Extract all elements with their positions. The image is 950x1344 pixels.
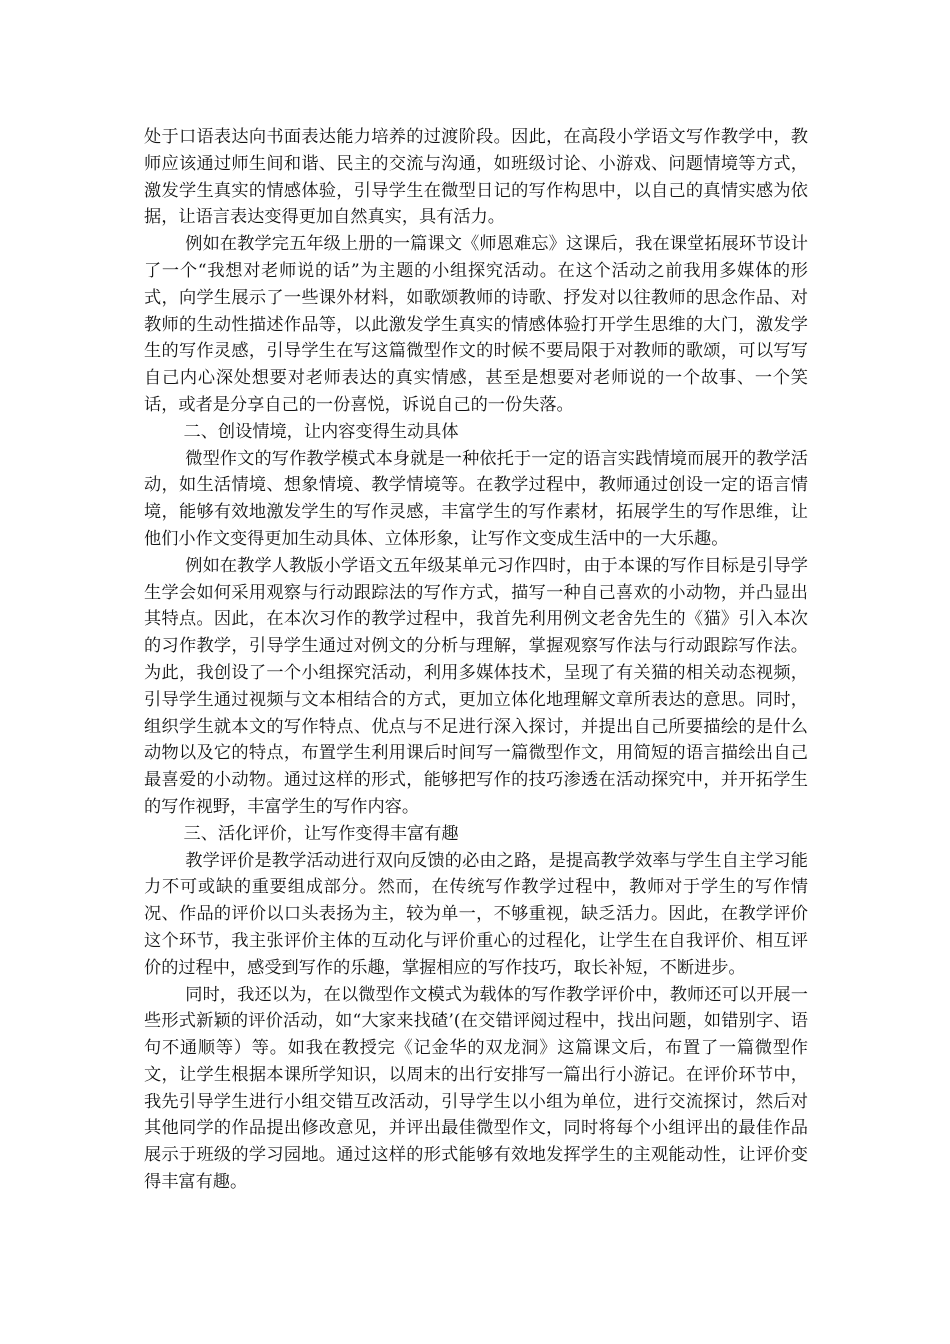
section-heading-3: 三、活化评价，让写作变得丰富有趣 <box>183 823 459 844</box>
section-heading-2: 二、创设情境，让内容变得生动具体 <box>183 421 459 442</box>
document-page <box>144 124 808 1196</box>
paragraph-example-teacher: 例如在教学完五年级上册的一篇课文《师恩难忘》这课后，我在课堂拓展环节设计了一个“我想对老师说的话”为主题的小组探究活动。在这个活动之前我用多媒体的形式，向学生展示了一些课外材料，如歌颂教师的诗歌、抒发对以往教师的思念作品、对教师的生动性描述作品等，以此激发学生真实的情感体验打开学生思维的大门，激发学生的写作灵感，引导学生在写这篇微型作文的时候不要局限于对教师的歌颂，可以写写自己内心深处想要对老师表达的真实情感，甚至是想要对老师说的一个故事、一个笑话，或者是分享自己的一份喜悦，诉说自己的一份失落。 <box>144 234 808 415</box>
paragraph-example-dragon-cave: 同时，我还以为，在以微型作文模式为载体的写作教学评价中，教师还可以开展一些形式新颖的评价活动，如“大家来找碴’(在交错评阅过程中，找出问题，如错别字、语句不通顺等）等。如我在教授完《记金华的双龙洞》这篇课文后，布置了一篇微型作文，让学生根据本课所学知识，以周末的出行安排写一篇出行小游记。在评价环节中，我先引导学生进行小组交错互改活动，引导学生以小组为单位，进行交流探讨，然后对其他同学的作品提出修改意见，并评出最佳微型作文，同时将每个小组评出的最佳作品展示于班级的学习园地。通过这样的形式能够有效地发挥学生的主观能动性，让评价变得丰富有趣。 <box>144 984 808 1193</box>
paragraph-evaluation: 教学评价是教学活动进行双向反馈的必由之路，是提高教学效率与学生自主学习能力不可或缺的重要组成部分。然而，在传统写作教学过程中，教师对于学生的写作情况、作品的评价以口头表扬为主，较为单一，不够重视，缺乏活力。因此，在教学评价这个环节，我主张评价主体的互动化与评价重心的过程化，让学生在自我评价、相互评价的过程中，感受到写作的乐趣，掌握相应的写作技巧，取长补短，不断进步。 <box>144 850 808 978</box>
paragraph-continuation: 处于口语表达向书面表达能力培养的过渡阶段。因此，在高段小学语文写作教学中，教师应该通过师生间和谐、民主的交流与沟通，如班级讨论、小游戏、问题情境等方式，激发学生真实的情感体验，引导学生在微型日记的写作构思中，以自己的真情实感为依据，让语言表达变得更加自然真实，具有活力。 <box>144 127 808 228</box>
paragraph-situation: 微型作文的写作教学模式本身就是一种依托于一定的语言实践情境而展开的教学活动，如生活情境、想象情境、教学情境等。在教学过程中，教师通过创设一定的语言情境，能够有效地激发学生的写作灵感，丰富学生的写作素材，拓展学生的写作思维，让他们小作文变得更加生动具体、立体形象，让写作文变成生活中的一大乐趣。 <box>144 448 808 549</box>
paragraph-example-cat: 例如在教学人教版小学语文五年级某单元习作四时，由于本课的写作目标是引导学生学会如何采用观察与行动跟踪法的写作方式，描写一种自己喜欢的小动物，并凸显出其特点。因此，在本次习作的教学过程中，我首先利用例文老舍先生的《猫》引入本次的习作教学，引导学生通过对例文的分析与理解，掌握观察写作法与行动跟踪写作法。为此，我创设了一个小组探究活动，利用多媒体技术，呈现了有关猫的相关动态视频，引导学生通过视频与文本相结合的方式，更加立体化地理解文章所表达的意思。同时，组织学生就本文的写作特点、优点与不足进行深入探讨，并提出自己所要描绘的是什么动物以及它的特点，布置学生利用课后时间写一篇微型作文，用简短的语言描绘出自己最喜爱的小动物。通过这样的形式，能够把写作的技巧渗透在活动探究中，并开拓学生的写作视野，丰富学生的写作内容。 <box>144 555 808 817</box>
